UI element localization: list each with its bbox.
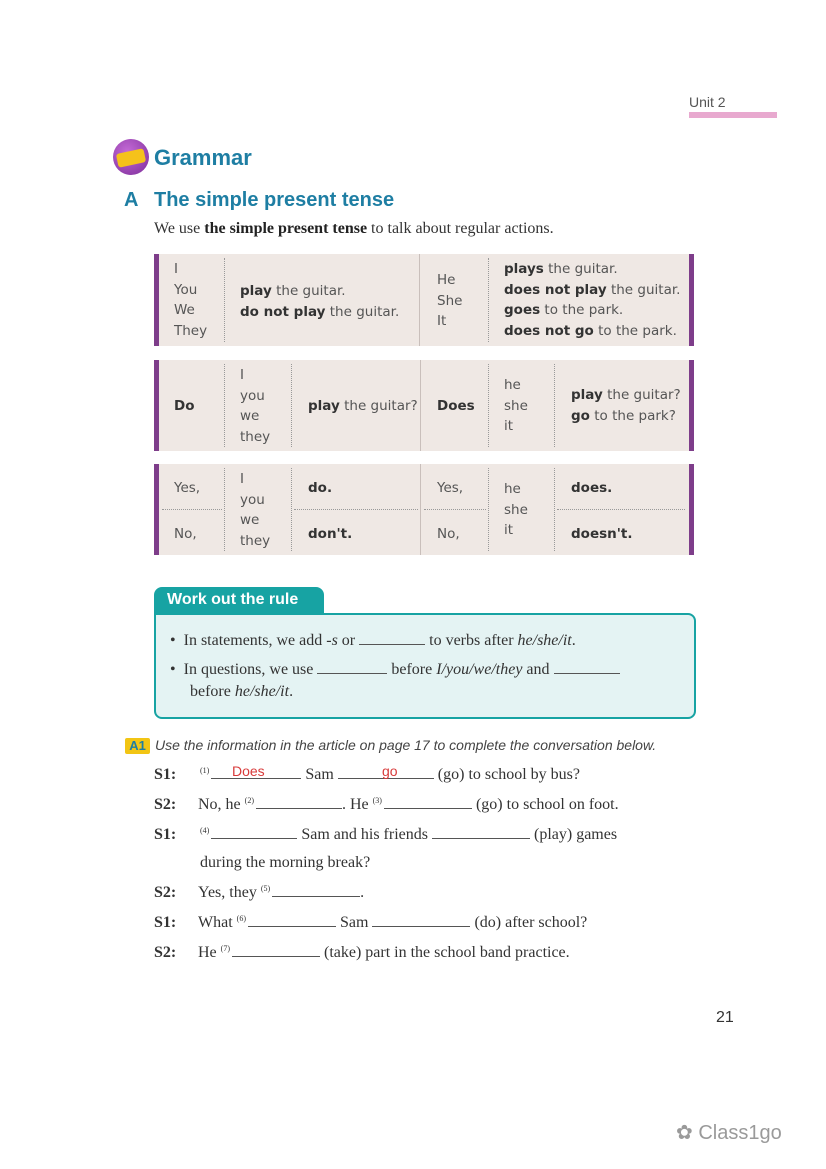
dont-answer: don't. [308, 526, 353, 542]
blank[interactable] [554, 661, 620, 674]
conversation-line-1: $^{(1)}$ Sam (go) to school by bus? [200, 766, 580, 783]
answer-blank-10[interactable] [232, 944, 320, 957]
rule-line-2: • In questions, we use before I/you/we/they and [170, 661, 620, 679]
speaker: S2: [154, 884, 177, 901]
verb-list-b: plays the guitar. does not play the guitar. goes to the park. does not go to the park. [504, 261, 681, 339]
speaker: S1: [154, 914, 177, 931]
answer-text-2: go [382, 763, 398, 779]
conversation-line-6: He $^{(7)}$ (take) part in the school band practice. [198, 944, 570, 961]
wechat-icon: ✿ [676, 1122, 699, 1144]
watermark: ✿ Class1go [676, 1122, 782, 1144]
rule-line-3: before he/she/it. [190, 683, 294, 700]
speaker: S1: [154, 826, 177, 843]
subject-list-sa-a: I you we they [240, 471, 271, 549]
doesnt-answer: doesn't. [571, 526, 633, 542]
no-b: No, [437, 526, 460, 542]
answer-blank-7[interactable] [272, 884, 360, 897]
speaker: S2: [154, 944, 177, 961]
blank[interactable] [317, 661, 387, 674]
rule-tab-label: Work out the rule [167, 591, 299, 608]
conversation-line-3: $^{(4)}$ Sam and his friends (play) games [200, 826, 618, 843]
grammar-table-statements [154, 254, 694, 346]
grammar-heading: Grammar [154, 145, 252, 170]
grammar-table-questions [154, 360, 694, 451]
verb-list-a: play the guitar. do not play the guitar. [240, 283, 400, 320]
verb-q-b: play the guitar? go to the park? [571, 387, 681, 424]
yes-a: Yes, [174, 480, 201, 496]
subject-list-a: I You We They [174, 261, 208, 339]
do-answer: do. [308, 480, 333, 496]
aux-does: Does [437, 398, 475, 414]
verb-q-a: play the guitar? [308, 398, 418, 414]
answer-blank-6[interactable] [432, 826, 530, 839]
exercise-instruction: Use the information in the article on page 17 to complete the conversation below. [155, 737, 657, 753]
exercise-badge: A1 [125, 738, 150, 754]
conversation-line-5: What $^{(6)}$ Sam (do) after school? [198, 914, 588, 931]
subject-list-q-a: I you we they [240, 367, 271, 445]
answer-blank-8[interactable] [248, 914, 336, 927]
rule-box [154, 613, 696, 719]
section-letter: A [124, 189, 139, 211]
subject-list-b: He She It [437, 272, 463, 329]
rule-line-1: • In statements, we add -s or to verbs after he/she/it. [170, 632, 576, 649]
conversation-line-4: Yes, they $^{(5)}$ . [198, 884, 365, 901]
conversation-line-3b: during the morning break? [200, 854, 371, 871]
yes-b: Yes, [437, 480, 464, 496]
unit-label: Unit 2 [689, 94, 726, 110]
subject-list-sa-b: he she it [504, 481, 528, 538]
blank[interactable] [359, 632, 425, 645]
grammar-puzzle-icon [113, 139, 149, 175]
speaker: S1: [154, 766, 177, 783]
does-answer: does. [571, 480, 613, 496]
aux-do: Do [174, 398, 195, 414]
page-number: 21 [716, 1009, 734, 1026]
answer-blank-9[interactable] [372, 914, 470, 927]
answer-blank-4[interactable] [384, 796, 472, 809]
answer-blank-5[interactable] [211, 826, 297, 839]
grammar-table-short-answers [154, 464, 694, 555]
section-title: The simple present tense [154, 189, 395, 211]
answer-text-1: Does [232, 763, 265, 779]
unit-bar [689, 112, 777, 118]
conversation-line-2: No, he $^{(2)}$ . He $^{(3)}$ (go) to school on foot. [198, 796, 619, 813]
speaker: S2: [154, 796, 177, 813]
subject-list-q-b: he she it [504, 377, 528, 434]
no-a: No, [174, 526, 197, 542]
intro-text: We use the simple present tense to talk about regular actions. [154, 220, 554, 237]
answer-blank-3[interactable] [256, 796, 342, 809]
